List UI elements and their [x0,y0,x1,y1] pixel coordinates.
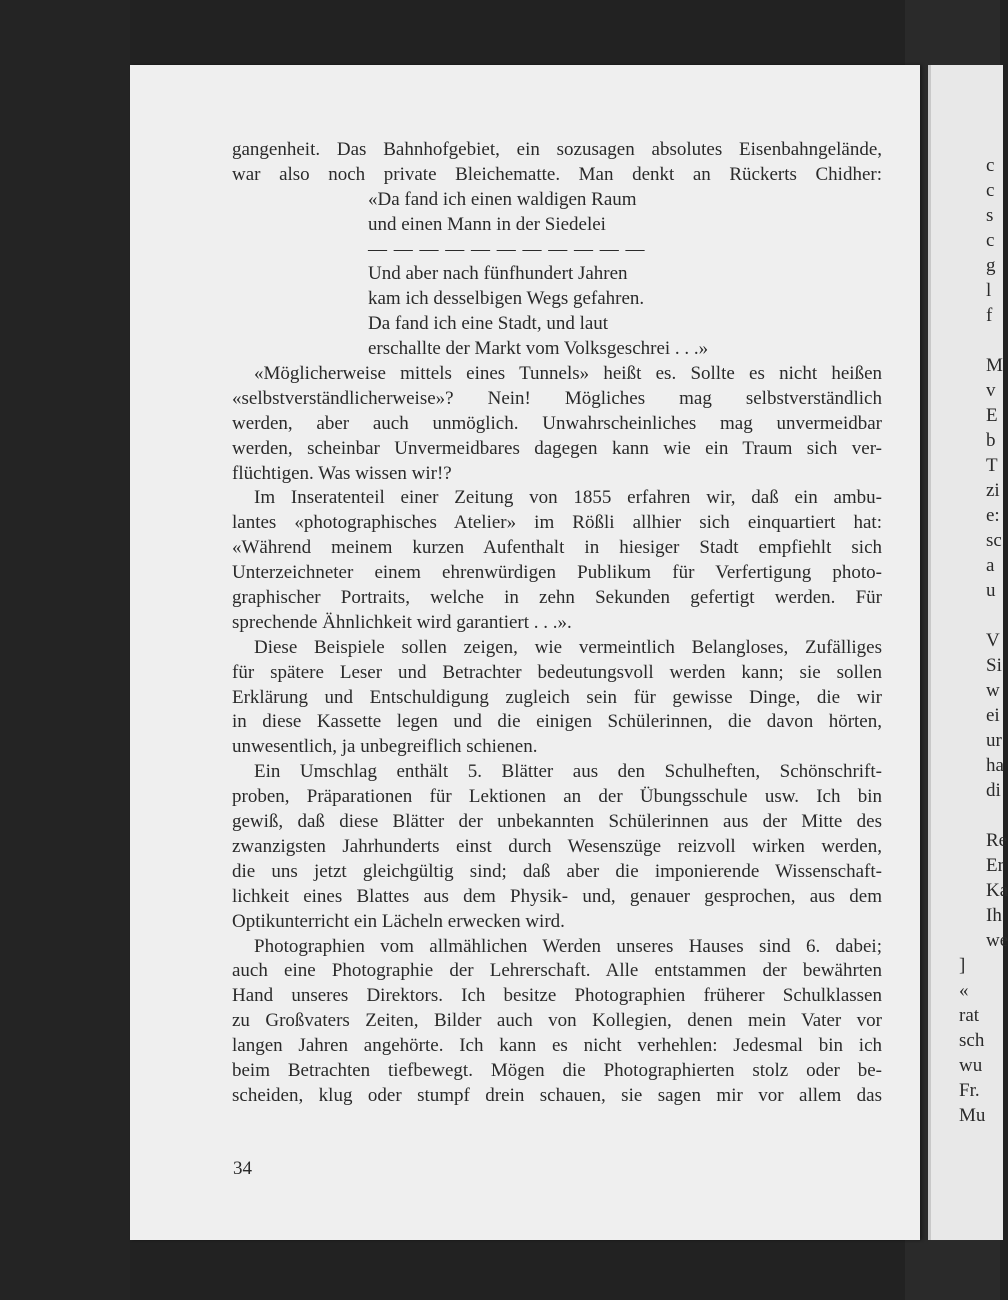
adjacent-page-fragment: f [986,305,993,326]
adjacent-page-fragment: Fr. [959,1080,980,1101]
adjacent-page-fragment: M [986,355,1003,376]
text-line: unwesentlich, ja unbegreiflich schienen. [232,736,538,758]
text-line: zu Großvaters Zeiten, Bilder auch von Kollegien, denen mein Vater vor [232,1010,882,1032]
adjacent-page-fragment: we [986,930,1008,951]
adjacent-page-fragment: sch [959,1030,985,1051]
adjacent-page-fragment: c [986,155,995,176]
adjacent-page-fragment: ] [959,955,966,976]
text-line: Diese Beispiele sollen zeigen, wie vermeintlich Belangloses, Zufälliges [254,636,882,658]
text-line: Da fand ich eine Stadt, und laut [368,313,609,335]
text-line: war also noch private Bleichematte. Man denkt an Rückerts Chidher: [232,163,882,185]
adjacent-page-fragment: s [986,205,994,226]
adjacent-page-fragment: a [986,555,995,576]
adjacent-page-fragment: ha [986,755,1004,776]
text-line: werden, scheinbar Unvermeidbares dagegen kann wie ein Traum sich ver- [232,437,882,459]
adjacent-page-fragment: Ih [986,905,1002,926]
text-line: Erklärung und Entschuldigung zugleich sein für gewisse Dinge, die wir [232,686,882,708]
page-text [232,138,882,1109]
text-line: Unterzeichneter einem ehrenwürdigen Publikum für Verfertigung photo- [232,562,882,584]
text-line: in diese Kassette legen und die einigen Schülerinnen, die davon hörten, [232,711,882,733]
text-line: proben, Präparationen für Lektionen an der Übungsschule usw. Ich bin [232,786,882,808]
text-line: Ein Umschlag enthält 5. Blätter aus den Schulheften, Schönschrift- [254,761,882,783]
adjacent-page-fragment: w [986,680,1000,701]
text-line: flüchtigen. Was wissen wir!? [232,462,452,484]
text-line: beim Betrachten tiefbewegt. Mögen die Photographierten stolz oder be- [232,1059,882,1081]
adjacent-page-fragment: c [986,230,995,251]
text-line: — — — — — — — — — — — [368,238,646,260]
text-line: sprechende Ähnlichkeit wird garantiert . . .». [232,611,572,633]
text-line: Photographien vom allmählichen Werden unseres Hauses sind 6. dabei; [254,935,882,957]
adjacent-page-fragment: v [986,380,996,401]
text-line: langen Jahren angehörte. Ich kann es nicht verhehlen: Jedesmal bin ich [232,1035,882,1057]
text-line: für spätere Leser und Betrachter bedeutungsvoll werden kann; sie sollen [232,661,882,683]
adjacent-page-fragment: e: [986,505,1000,526]
text-line: Im Inseratenteil einer Zeitung von 1855 erfahren wir, daß ein ambu- [254,487,882,509]
text-line: zwanzigsten Jahrhunderts einst durch Wesenszüge reizvoll wirken werden, [232,835,882,857]
text-line: «Da fand ich einen waldigen Raum [368,188,637,210]
adjacent-page-fragment: g [986,255,996,276]
adjacent-page-fragment: Re [986,830,1008,851]
adjacent-page-fragment: T [986,455,998,476]
text-line: «Möglicherweise mittels eines Tunnels» heißt es. Sollte es nicht heißen [254,363,882,385]
adjacent-page-fragment: rat [959,1005,980,1026]
adjacent-page-fragment: Ka [986,880,1008,901]
text-line: «Während meinem kurzen Aufenthalt in hiesiger Stadt empfiehlt sich [232,537,882,559]
text-line: Und aber nach fünfhundert Jahren [368,263,628,285]
text-line: die uns jetzt gleichgültig sind; daß aber die imponierende Wissenschaft- [232,860,882,882]
adjacent-page-fragment: u [986,580,996,601]
adjacent-page-fragment: b [986,430,996,451]
adjacent-page-fragment: « [959,980,969,1001]
text-line: gangenheit. Das Bahnhofgebiet, ein sozusagen absolutes Eisenbahngelände, [232,139,882,160]
adjacent-page-edge [928,65,1008,1240]
page-number: 34 [233,1158,252,1179]
background-left [0,0,130,1300]
adjacent-page-fragment: E [986,405,998,426]
adjacent-page-fragment: zi [986,480,1000,501]
adjacent-page-fragment: c [986,180,995,201]
text-line: und einen Mann in der Siedelei [368,213,606,235]
text-line: Hand unseres Direktors. Ich besitze Photographien früherer Schulklassen [232,985,882,1007]
adjacent-page-fragment: wu [959,1055,983,1076]
text-line: lantes «photographisches Atelier» im Rößli allhier sich einquartiert hat: [232,512,882,534]
adjacent-page-fragment: Mu [959,1105,986,1126]
text-line: erschallte der Markt vom Volksgeschrei . . .» [368,338,709,360]
text-line: gewiß, daß diese Blätter der unbekannten Schülerinnen aus der Mitte des [232,811,882,833]
adjacent-page-fragment: Si [986,655,1002,676]
adjacent-page-fragment: ur [986,730,1002,751]
text-line: lichkeit eines Blattes aus dem Physik- und, genauer gesprochen, aus dem [232,885,882,907]
text-line: «selbstverständlicherweise»? Nein! Mögliches mag selbstverständlich [232,387,882,409]
text-line: werden, aber auch unmöglich. Unwahrscheinliches mag unvermeidbar [232,412,882,434]
adjacent-page-fragment: V [986,630,1000,651]
adjacent-page-fragment: Er [986,855,1004,876]
text-line: scheiden, klug oder stumpf drein schauen, sie sagen mir vor allem das [232,1084,882,1106]
text-line: kam ich desselbigen Wegs gefahren. [368,288,645,310]
text-line: auch eine Photographie der Lehrerschaft. Alle entstammen der bewährten [232,960,882,982]
text-line: Optikunterricht ein Lächeln erwecken wird. [232,910,565,932]
text-line: graphischer Portraits, welche in zehn Sekunden gefertigt werden. Für [232,587,882,609]
adjacent-page-fragment: sc [986,530,1002,551]
adjacent-page-fragment: l [986,280,992,301]
adjacent-page-fragment: di [986,780,1001,801]
adjacent-page-fragment: ei [986,705,1000,726]
